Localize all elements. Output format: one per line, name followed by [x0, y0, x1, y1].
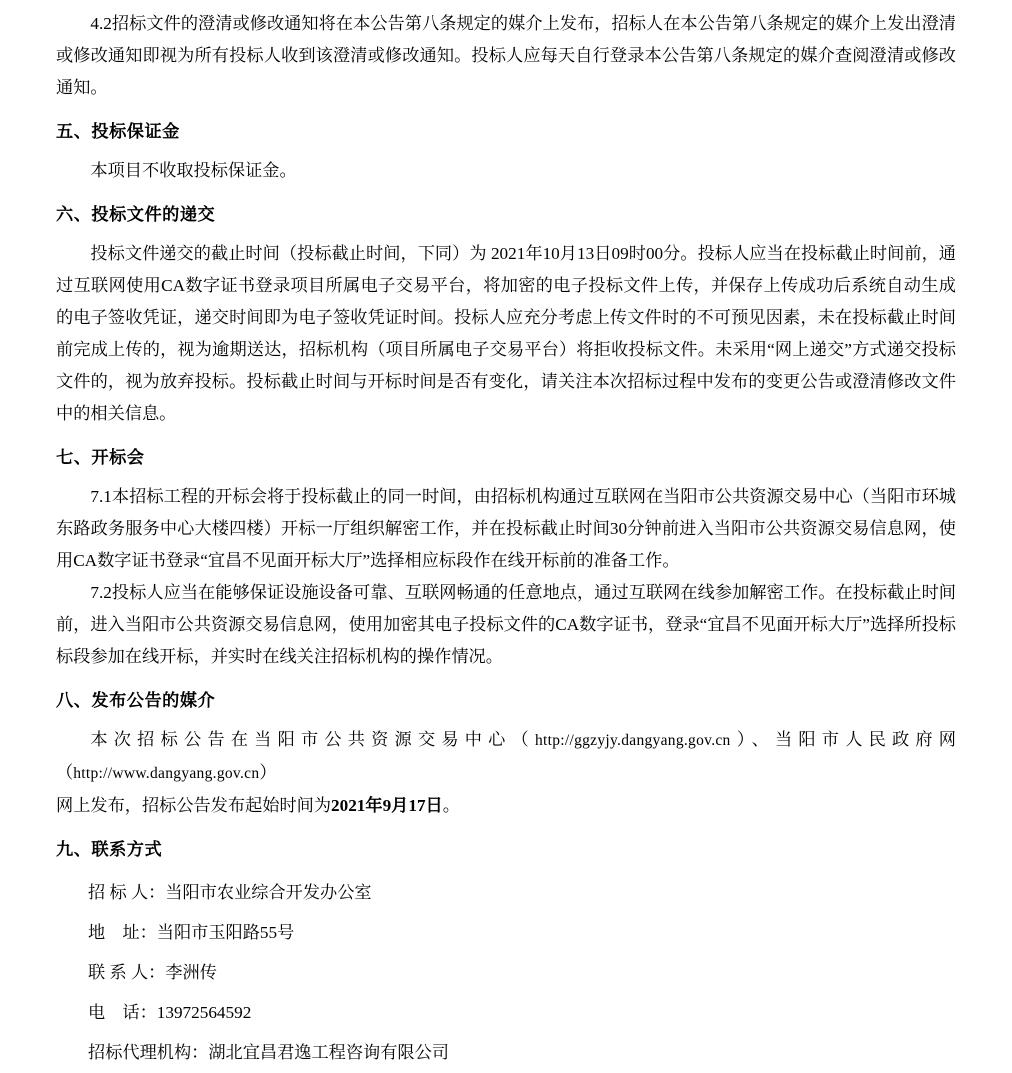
publish-prefix: 网上发布，招标公告发布起始时间为 [56, 796, 332, 815]
spacer [56, 822, 956, 834]
contact-row-address [56, 913, 956, 953]
heading-section-9: 九、联系方式 [56, 840, 163, 859]
spacer [56, 187, 956, 199]
contact-label: 联 系 人： [88, 963, 166, 982]
contact-label: 招 标 人： [88, 883, 166, 902]
spacer [56, 474, 956, 481]
heading-section-5: 五、投标保证金 [56, 122, 180, 141]
contact-label: 招标代理机构： [88, 1043, 209, 1062]
spacer [56, 231, 956, 238]
contact-row-tenderer [56, 873, 956, 913]
contact-label: 电 话： [88, 1003, 157, 1022]
contact-row-person [56, 953, 956, 993]
link-ggzyjy[interactable]: http://ggzyjy.dangyang.gov.cn [534, 732, 731, 749]
contact-value: 当阳市农业综合开发办公室 [165, 883, 372, 902]
spacer [56, 673, 956, 685]
contact-row-agency [56, 1033, 956, 1073]
heading-section-6: 六、投标文件的递交 [56, 205, 216, 224]
paragraph-section-6-body: 投标文件递交的截止时间（投标截止时间，下同）为 2021年10月13日09时00分。投标人应当在投标截止时间前，通过互联网使用CA数字证书登录项目所属电子交易平台，将加密的电子投标文件上传，并保存上传成功后系统自动生成的电子签收凭证，递交时间即为电子签收凭证时间。投标人应充分考虑上传文件时的不可预见因素，未在投标截止时间前完成上传的，视为逾期送达，招标机构（项目所属电子交易平台）将拒收投标文件。未采用“网上递交”方式递交投标文件的，视为放弃投标。投标截止时间与开标时间是否有变化，请关注本次招标过程中发布的变更公告或澄清修改文件中的相关信息。 [56, 244, 956, 423]
publish-suffix: 。 [442, 796, 460, 815]
spacer [56, 866, 956, 873]
spacer [56, 148, 956, 155]
contact-value: 当阳市玉阳路55号 [156, 923, 295, 942]
spacer [56, 104, 956, 116]
paragraph-4-2: 4.2招标文件的澄清或修改通知将在本公告第八条规定的媒介上发布，招标人在本公告第八条规定的媒介上发出澄清或修改通知即视为所有投标人收到该澄清或修改通知。投标人应每天自行登录本公告第八条规定的媒介查阅澄清或修改通知。 [56, 14, 956, 97]
link-dangyang-gov[interactable]: http://www.dangyang.gov.cn [73, 765, 260, 782]
paragraph-7-1: 7.1本招标工程的开标会将于投标截止的同一时间，由招标机构通过互联网在当阳市公共资源交易中心（当阳市环城东路政务服务中心大楼四楼）开标一厅组织解密工作，并在投标截止时间30分钟前进入当阳市公共资源交易信息网，使用CA数字证书登录“宜昌不见面开标大厅”选择相应标段作在线开标前的准备工作。 [56, 487, 956, 570]
paragraph-publish-date [56, 790, 956, 822]
media-text-prefix: 本次招标公告在当阳市公共资源交易中心（ [90, 730, 535, 749]
publish-date: 2021年9月17日 [331, 796, 443, 815]
media-text-suffix: ） [259, 763, 277, 782]
paragraph-section-8-body [56, 724, 956, 790]
contact-value: 13972564592 [156, 1003, 252, 1022]
contact-value: 湖北宜昌君逸工程咨询有限公司 [208, 1043, 449, 1062]
spacer [56, 430, 956, 442]
media-text-middle: ）、当阳市人民政府网（ [56, 730, 956, 782]
contact-row-phone [56, 993, 956, 1033]
top-spacer [56, 0, 956, 8]
spacer [56, 717, 956, 724]
contact-value: 李洲传 [165, 963, 217, 982]
heading-section-8: 八、发布公告的媒介 [56, 691, 216, 710]
paragraph-section-5-body: 本项目不收取投标保证金。 [90, 161, 297, 180]
contact-list [56, 873, 956, 1073]
paragraph-7-2: 7.2投标人应当在能够保证设施设备可靠、互联网畅通的任意地点，通过互联网在线参加解密工作。在投标截止时间前，进入当阳市公共资源交易信息网，使用加密其电子投标文件的CA数字证书，登录“宜昌不见面开标大厅”选择所投标标段参加在线开标，并实时在线关注招标机构的操作情况。 [56, 583, 956, 666]
heading-section-7: 七、开标会 [56, 448, 145, 467]
contact-label: 地 址： [88, 923, 157, 942]
